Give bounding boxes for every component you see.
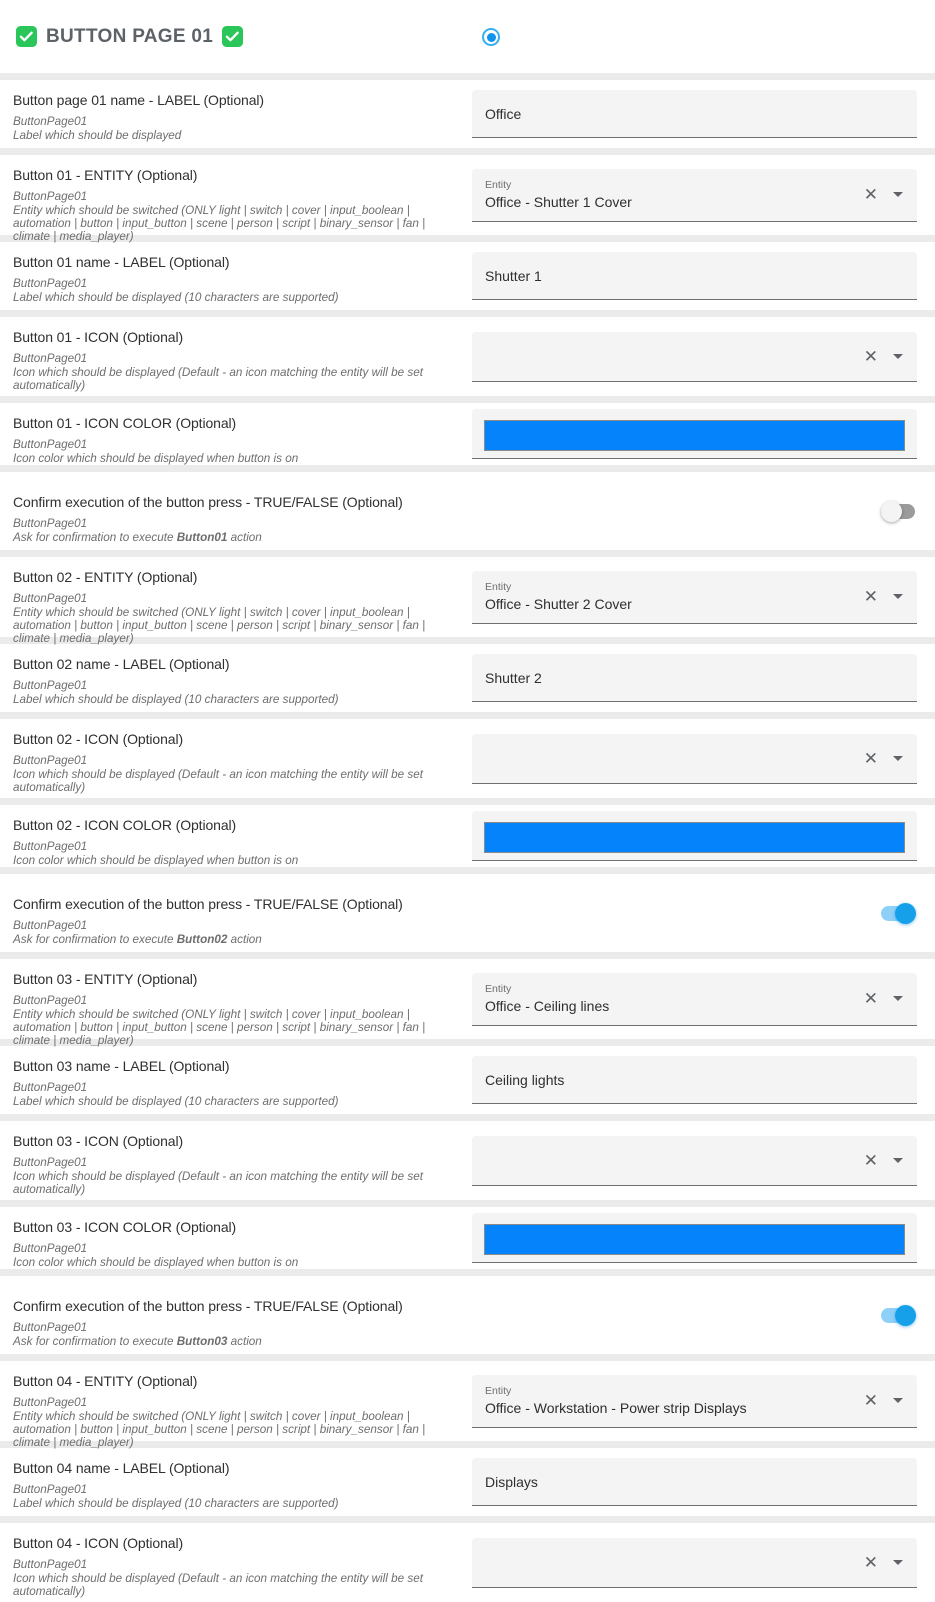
setting-description: Label which should be displayed (10 characters are supported)	[13, 1095, 339, 1108]
setting-control	[472, 557, 935, 637]
setting-info	[0, 557, 472, 645]
setting-control	[472, 1121, 935, 1200]
setting-info	[0, 1448, 472, 1516]
setting-title: Button 02 name - LABEL (Optional)	[13, 656, 230, 672]
setting-subtitle: ButtonPage01	[13, 1483, 88, 1496]
setting-control	[472, 959, 935, 1039]
setting-info	[0, 472, 860, 550]
setting-info	[0, 242, 472, 310]
setting-description: Entity which should be switched (ONLY light | switch | cover | input_boolean | automation | button | input_button | scene | person | script | binary_sensor | fan | climate | media_player)	[13, 1008, 426, 1047]
setting-row	[0, 1523, 935, 1602]
setting-title: Button 03 - ICON COLOR (Optional)	[13, 1219, 237, 1235]
setting-row	[0, 155, 935, 243]
color-swatch	[484, 420, 905, 451]
toggle-thumb	[895, 903, 916, 924]
setting-subtitle: ButtonPage01	[13, 1558, 88, 1571]
setting-subtitle: ButtonPage01	[13, 438, 88, 451]
setting-description: Icon which should be displayed (Default - an icon matching the entity will be set automatically)	[13, 768, 423, 794]
setting-description: Entity which should be switched (ONLY light | switch | cover | input_boolean | automation | button | input_button | scene | person | script | binary_sensor | fan | climate | media_player)	[13, 1410, 426, 1449]
setting-control	[472, 403, 935, 465]
desc-prefix: Ask for confirmation to execute	[13, 531, 177, 544]
field-label: Entity	[485, 1385, 512, 1397]
setting-description	[13, 933, 848, 946]
setting-description: Label which should be displayed (10 characters are supported)	[13, 291, 339, 304]
setting-subtitle: ButtonPage01	[13, 277, 88, 290]
setting-row	[0, 644, 935, 712]
setting-control	[472, 317, 935, 396]
page-header	[0, 0, 935, 73]
desc-prefix: Ask for confirmation to execute	[13, 933, 177, 946]
icon-select[interactable]	[472, 734, 917, 784]
setting-row	[0, 557, 935, 645]
chevron-down-icon[interactable]	[893, 192, 903, 197]
setting-row	[0, 317, 935, 396]
setting-control	[472, 1207, 935, 1269]
setting-title: Button page 01 name - LABEL (Optional)	[13, 92, 264, 108]
text-input[interactable]	[472, 1458, 917, 1506]
page-title: BUTTON PAGE 01	[46, 25, 214, 47]
selected-value: Office - Shutter 2 Cover	[485, 596, 632, 612]
setting-subtitle: ButtonPage01	[13, 1321, 88, 1334]
clear-icon[interactable]: ✕	[863, 1552, 878, 1572]
confirm-toggle[interactable]	[881, 501, 915, 521]
setting-control	[472, 805, 935, 867]
setting-row	[0, 472, 935, 550]
chevron-down-icon[interactable]	[893, 756, 903, 761]
toggle-thumb	[881, 501, 902, 522]
setting-subtitle: ButtonPage01	[13, 115, 88, 128]
setting-row	[0, 242, 935, 310]
desc-prefix: Ask for confirmation to execute	[13, 1335, 177, 1348]
input-value: Shutter 2	[485, 669, 542, 686]
setting-description: Icon which should be displayed (Default - an icon matching the entity will be set automatically)	[13, 1572, 423, 1598]
setting-info	[0, 1121, 472, 1200]
setting-title: Confirm execution of the button press - TRUE/FALSE (Optional)	[13, 1298, 403, 1314]
setting-control	[472, 80, 935, 148]
setting-subtitle: ButtonPage01	[13, 1242, 88, 1255]
chevron-down-icon[interactable]	[893, 594, 903, 599]
setting-description: Entity which should be switched (ONLY light | switch | cover | input_boolean | automation | button | input_button | scene | person | script | binary_sensor | fan | climate | media_player)	[13, 204, 426, 243]
setting-info	[0, 1361, 472, 1449]
setting-subtitle: ButtonPage01	[13, 1156, 88, 1169]
setting-title: Button 02 - ICON COLOR (Optional)	[13, 817, 237, 833]
setting-subtitle: ButtonPage01	[13, 754, 88, 767]
setting-row	[0, 805, 935, 867]
setting-row	[0, 959, 935, 1047]
setting-description: Icon color which should be displayed when button is on	[13, 854, 299, 867]
setting-control	[472, 1448, 935, 1516]
setting-description: Icon which should be displayed (Default - an icon matching the entity will be set automatically)	[13, 1170, 423, 1196]
setting-info	[0, 805, 472, 867]
confirm-toggle[interactable]	[881, 1305, 915, 1325]
setting-subtitle: ButtonPage01	[13, 592, 88, 605]
setting-info	[0, 155, 472, 243]
setting-description: Label which should be displayed	[13, 129, 182, 142]
icon-select[interactable]	[472, 332, 917, 382]
field-label: Entity	[485, 179, 512, 191]
desc-bold: Button01	[176, 531, 228, 544]
clear-icon[interactable]: ✕	[863, 185, 878, 204]
setting-title: Button 04 - ENTITY (Optional)	[13, 1373, 198, 1389]
setting-title: Button 01 name - LABEL (Optional)	[13, 254, 230, 270]
setting-title: Button 02 - ENTITY (Optional)	[13, 569, 198, 585]
setting-control	[860, 472, 935, 550]
chevron-down-icon[interactable]	[893, 1560, 903, 1565]
setting-title: Button 03 name - LABEL (Optional)	[13, 1058, 230, 1074]
setting-info	[0, 80, 472, 148]
radio-button[interactable]	[482, 28, 500, 46]
setting-title: Button 03 - ENTITY (Optional)	[13, 971, 198, 987]
field-label: Entity	[485, 983, 512, 995]
setting-description	[13, 531, 848, 544]
entity-select[interactable]	[472, 571, 917, 624]
clear-icon[interactable]: ✕	[863, 1150, 878, 1170]
setting-row	[0, 719, 935, 798]
setting-row	[0, 1207, 935, 1269]
setting-description: Icon color which should be displayed when button is on	[13, 452, 299, 465]
setting-info	[0, 1207, 472, 1269]
color-input[interactable]	[472, 811, 917, 861]
setting-control	[472, 1046, 935, 1114]
text-input[interactable]	[472, 90, 917, 138]
setting-control	[472, 155, 935, 235]
desc-suffix: action	[227, 531, 262, 544]
setting-info	[0, 1276, 860, 1354]
setting-title: Button 01 - ICON (Optional)	[13, 329, 184, 345]
setting-title: Button 04 - ICON (Optional)	[13, 1535, 184, 1551]
setting-subtitle: ButtonPage01	[13, 352, 88, 365]
setting-description: Icon which should be displayed (Default - an icon matching the entity will be set automatically)	[13, 366, 423, 392]
setting-row	[0, 1448, 935, 1516]
icon-select[interactable]	[472, 1538, 917, 1588]
radio-dot	[487, 33, 496, 42]
green-check-icon	[222, 26, 243, 47]
select-text	[485, 983, 864, 1014]
clear-icon[interactable]: ✕	[863, 587, 878, 606]
setting-row	[0, 1276, 935, 1354]
setting-info	[0, 1046, 472, 1114]
color-input[interactable]	[472, 1213, 917, 1263]
setting-control	[472, 644, 935, 712]
setting-control	[472, 1523, 935, 1602]
setting-subtitle: ButtonPage01	[13, 679, 88, 692]
desc-suffix: action	[227, 1335, 262, 1348]
entity-select[interactable]	[472, 169, 917, 222]
setting-title: Confirm execution of the button press - TRUE/FALSE (Optional)	[13, 494, 403, 510]
setting-subtitle: ButtonPage01	[13, 1396, 88, 1409]
chevron-down-icon[interactable]	[893, 996, 903, 1001]
green-check-icon	[16, 26, 37, 47]
color-input[interactable]	[472, 409, 917, 459]
input-value: Ceiling lights	[485, 1071, 565, 1088]
input-value: Shutter 1	[485, 267, 542, 284]
entity-select[interactable]	[472, 973, 917, 1026]
text-input[interactable]	[472, 654, 917, 702]
desc-bold: Button03	[176, 1335, 228, 1348]
clear-icon[interactable]: ✕	[863, 748, 878, 768]
setting-info	[0, 317, 472, 396]
setting-title: Button 02 - ICON (Optional)	[13, 731, 184, 747]
clear-icon[interactable]: ✕	[863, 346, 878, 366]
setting-info	[0, 644, 472, 712]
setting-row	[0, 1046, 935, 1114]
clear-icon[interactable]: ✕	[863, 989, 878, 1008]
icon-select[interactable]	[472, 1136, 917, 1186]
setting-subtitle: ButtonPage01	[13, 517, 88, 530]
setting-subtitle: ButtonPage01	[13, 994, 88, 1007]
setting-control	[472, 1361, 935, 1441]
selected-value: Office - Shutter 1 Cover	[485, 194, 632, 210]
selected-value: Office - Ceiling lines	[485, 998, 610, 1014]
clear-icon[interactable]: ✕	[863, 1391, 878, 1410]
input-value: Office	[485, 105, 522, 122]
input-value: Displays	[485, 1473, 538, 1490]
setting-description: Icon color which should be displayed when button is on	[13, 1256, 299, 1269]
color-swatch	[484, 1224, 905, 1255]
setting-subtitle: ButtonPage01	[13, 840, 88, 853]
settings-list	[0, 80, 935, 1602]
chevron-down-icon[interactable]	[893, 354, 903, 359]
setting-subtitle: ButtonPage01	[13, 1081, 88, 1094]
setting-row	[0, 1121, 935, 1200]
desc-bold: Button02	[176, 933, 228, 946]
text-input[interactable]	[472, 1056, 917, 1104]
setting-control	[860, 1276, 935, 1354]
setting-row	[0, 1361, 935, 1449]
chevron-down-icon[interactable]	[893, 1398, 903, 1403]
confirm-toggle[interactable]	[881, 903, 915, 923]
setting-control	[472, 719, 935, 798]
setting-description: Label which should be displayed (10 characters are supported)	[13, 1497, 339, 1510]
text-input[interactable]	[472, 252, 917, 300]
setting-title: Button 04 name - LABEL (Optional)	[13, 1460, 230, 1476]
setting-title: Button 03 - ICON (Optional)	[13, 1133, 184, 1149]
field-label: Entity	[485, 581, 512, 593]
setting-info	[0, 1523, 472, 1602]
setting-info	[0, 719, 472, 798]
setting-info	[0, 959, 472, 1047]
setting-title: Button 01 - ICON COLOR (Optional)	[13, 415, 237, 431]
selected-value: Office - Workstation - Power strip Displays	[485, 1400, 747, 1416]
setting-subtitle: ButtonPage01	[13, 190, 88, 203]
desc-suffix: action	[227, 933, 262, 946]
select-text	[485, 1385, 864, 1416]
setting-subtitle: ButtonPage01	[13, 919, 88, 932]
setting-control	[472, 242, 935, 310]
setting-description	[13, 1335, 848, 1348]
setting-row	[0, 403, 935, 465]
entity-select[interactable]	[472, 1375, 917, 1428]
setting-info	[0, 403, 472, 465]
setting-description: Label which should be displayed (10 characters are supported)	[13, 693, 339, 706]
color-swatch	[484, 822, 905, 853]
chevron-down-icon[interactable]	[893, 1158, 903, 1163]
toggle-thumb	[895, 1305, 916, 1326]
setting-row	[0, 80, 935, 148]
setting-description: Entity which should be switched (ONLY light | switch | cover | input_boolean | automation | button | input_button | scene | person | script | binary_sensor | fan | climate | media_player)	[13, 606, 426, 645]
setting-row	[0, 874, 935, 952]
setting-title: Confirm execution of the button press - TRUE/FALSE (Optional)	[13, 896, 403, 912]
setting-control	[860, 874, 935, 952]
select-text	[485, 179, 864, 210]
setting-info	[0, 874, 860, 952]
setting-title: Button 01 - ENTITY (Optional)	[13, 167, 198, 183]
select-text	[485, 581, 864, 612]
